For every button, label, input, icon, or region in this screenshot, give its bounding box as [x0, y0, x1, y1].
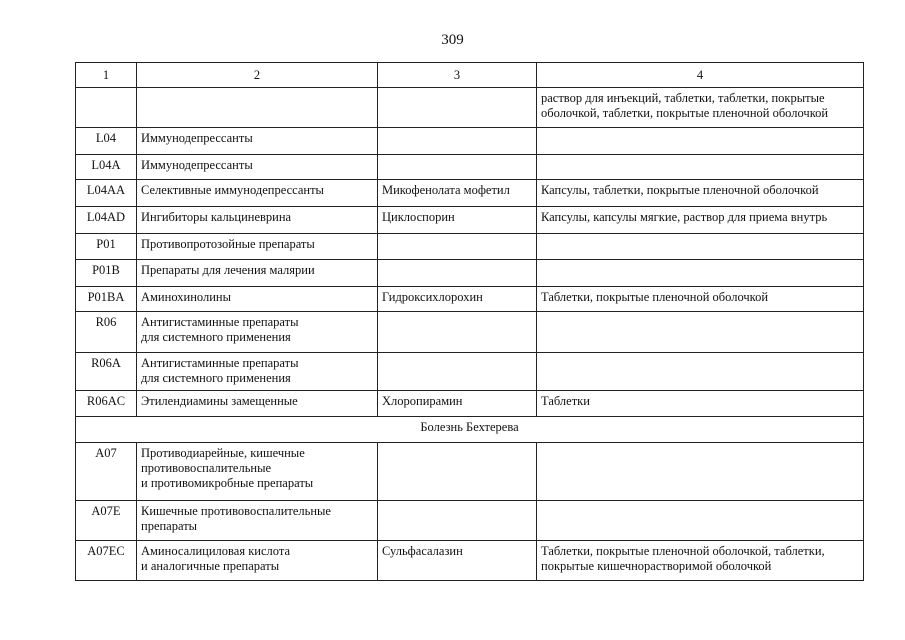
table-row	[76, 207, 864, 234]
cell-forms: Таблетки, покрытые пленочной оболочкой, таблетки, покрытые кишечнорастворимой оболочкой	[537, 541, 864, 581]
table-row	[76, 128, 864, 155]
cell-code: A07	[76, 443, 137, 501]
cell-group: Селективные иммунодепрессанты	[137, 180, 378, 207]
col-header-4: 4	[537, 63, 864, 88]
table-row	[76, 391, 864, 417]
cell-code: A07EC	[76, 541, 137, 581]
cell-forms	[537, 234, 864, 260]
cell-code	[76, 88, 137, 128]
cell-group: Антигистаминные препараты для системного применения	[137, 353, 378, 391]
table-header-row	[76, 63, 864, 88]
cell-code: R06	[76, 312, 137, 353]
table-body	[76, 88, 864, 417]
cell-drug	[378, 155, 537, 180]
cell-drug: Гидроксихлорохин	[378, 287, 537, 312]
cell-group: Ингибиторы кальциневрина	[137, 207, 378, 234]
col-header-2: 2	[137, 63, 378, 88]
table-row	[76, 541, 864, 581]
cell-code: P01	[76, 234, 137, 260]
table-row	[76, 501, 864, 541]
drug-table	[75, 62, 864, 581]
cell-forms	[537, 128, 864, 155]
cell-forms	[537, 443, 864, 501]
cell-drug: Сульфасалазин	[378, 541, 537, 581]
table-row	[76, 155, 864, 180]
cell-drug: Микофенолата мофетил	[378, 180, 537, 207]
cell-group: Противодиарейные, кишечные противовоспалительные и противомикробные препараты	[137, 443, 378, 501]
cell-code: R06A	[76, 353, 137, 391]
table-body-section	[76, 443, 864, 581]
table-row	[76, 180, 864, 207]
table-row	[76, 260, 864, 287]
cell-drug	[378, 501, 537, 541]
table-row	[76, 287, 864, 312]
cell-drug	[378, 128, 537, 155]
cell-forms	[537, 155, 864, 180]
cell-code: R06AC	[76, 391, 137, 417]
cell-forms: Капсулы, таблетки, покрытые пленочной оболочкой	[537, 180, 864, 207]
cell-code: A07E	[76, 501, 137, 541]
cell-group: Препараты для лечения малярии	[137, 260, 378, 287]
cell-group: Кишечные противовоспалительные препараты	[137, 501, 378, 541]
cell-group: Антигистаминные препараты для системного применения	[137, 312, 378, 353]
cell-forms	[537, 501, 864, 541]
cell-group	[137, 88, 378, 128]
table-row	[76, 88, 864, 128]
cell-drug	[378, 353, 537, 391]
cell-group: Иммунодепрессанты	[137, 128, 378, 155]
cell-group: Этилендиамины замещенные	[137, 391, 378, 417]
cell-forms	[537, 353, 864, 391]
cell-drug	[378, 88, 537, 128]
cell-group: Противопротозойные препараты	[137, 234, 378, 260]
cell-forms: Капсулы, капсулы мягкие, раствор для приема внутрь	[537, 207, 864, 234]
cell-drug	[378, 260, 537, 287]
cell-drug	[378, 443, 537, 501]
cell-group: Аминохинолины	[137, 287, 378, 312]
section-row	[76, 417, 864, 443]
cell-forms: Таблетки, покрытые пленочной оболочкой	[537, 287, 864, 312]
cell-forms	[537, 312, 864, 353]
cell-drug	[378, 312, 537, 353]
cell-code: P01BA	[76, 287, 137, 312]
cell-code: L04AA	[76, 180, 137, 207]
table-row	[76, 443, 864, 501]
cell-code: L04A	[76, 155, 137, 180]
cell-drug: Хлоропирамин	[378, 391, 537, 417]
cell-group: Иммунодепрессанты	[137, 155, 378, 180]
table-row	[76, 353, 864, 391]
cell-code: L04AD	[76, 207, 137, 234]
cell-code: L04	[76, 128, 137, 155]
table-row	[76, 234, 864, 260]
page-number: 309	[441, 32, 464, 48]
col-header-3: 3	[378, 63, 537, 88]
cell-forms: раствор для инъекций, таблетки, таблетки, покрытые оболочкой, таблетки, покрытые пленочной оболочкой	[537, 88, 864, 128]
table-row	[76, 312, 864, 353]
cell-drug	[378, 234, 537, 260]
cell-group: Аминосалициловая кислота и аналогичные препараты	[137, 541, 378, 581]
cell-code: P01B	[76, 260, 137, 287]
cell-forms: Таблетки	[537, 391, 864, 417]
cell-drug: Циклоспорин	[378, 207, 537, 234]
col-header-1: 1	[76, 63, 137, 88]
section-title: Болезнь Бехтерева	[76, 417, 864, 443]
cell-forms	[537, 260, 864, 287]
